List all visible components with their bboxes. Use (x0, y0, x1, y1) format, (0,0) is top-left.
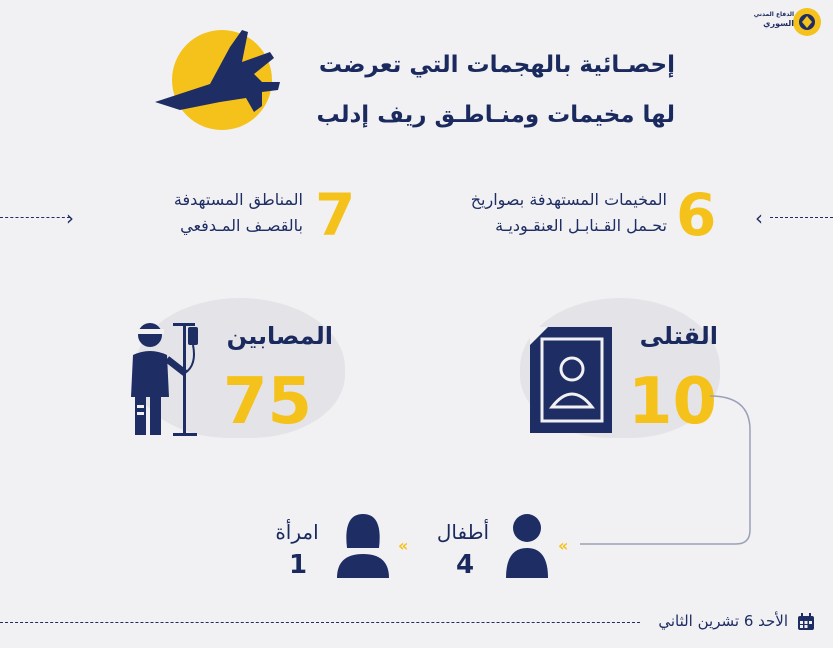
chevron-right-icon: › (66, 206, 74, 230)
stat-camps-line2: تحـمل القـنابـل العنقـوديـة (495, 216, 667, 235)
civil-defense-logo (793, 8, 821, 36)
women-label: امرأة (275, 520, 319, 544)
women-number: 1 (288, 550, 308, 580)
right-dashed-line (770, 217, 833, 218)
children-label: أطفال (436, 520, 490, 544)
stat-areas-text (93, 187, 303, 239)
injured-label: المصابين (226, 322, 333, 350)
logo-text (738, 10, 794, 28)
yellow-chevrons-icon: « (558, 536, 569, 555)
calendar-icon (796, 612, 816, 632)
woman-icon (333, 510, 393, 580)
logo-text-line2: السوري (763, 19, 794, 28)
footer-dashed-line (0, 622, 640, 623)
stat-areas-line1: المناطق المستهدفة (173, 190, 303, 209)
stat-camps-line1: المخيمات المستهدفة بصواريخ (470, 190, 667, 209)
stat-areas-number: 7 (315, 181, 356, 249)
yellow-chevrons-icon-2: « (398, 536, 409, 555)
page-title (255, 40, 675, 140)
stat-camps-text (397, 187, 667, 239)
shield-icon (798, 13, 816, 31)
stat-areas-line2: بالقصـف المـدفعي (180, 216, 303, 235)
stat-camps-number: 6 (676, 181, 717, 249)
title-line2: لها مخيمات ومنـاطـق ريف إدلب (316, 102, 675, 128)
injured-number: 75 (223, 365, 313, 439)
left-dashed-line (0, 217, 70, 218)
logo-text-line1: الدفاع المدني (753, 11, 794, 18)
child-icon (502, 510, 552, 580)
title-line1: إحصـائية بالهجمات التي تعرضت (318, 52, 675, 78)
footer-date: الأحد 6 تشرين الثاني (658, 612, 788, 630)
killed-label: القتلى (639, 322, 718, 350)
connector-line (570, 390, 760, 550)
killed-number: 10 (628, 365, 718, 439)
children-number: 4 (455, 550, 475, 580)
chevron-left-icon: ‹ (755, 206, 763, 230)
